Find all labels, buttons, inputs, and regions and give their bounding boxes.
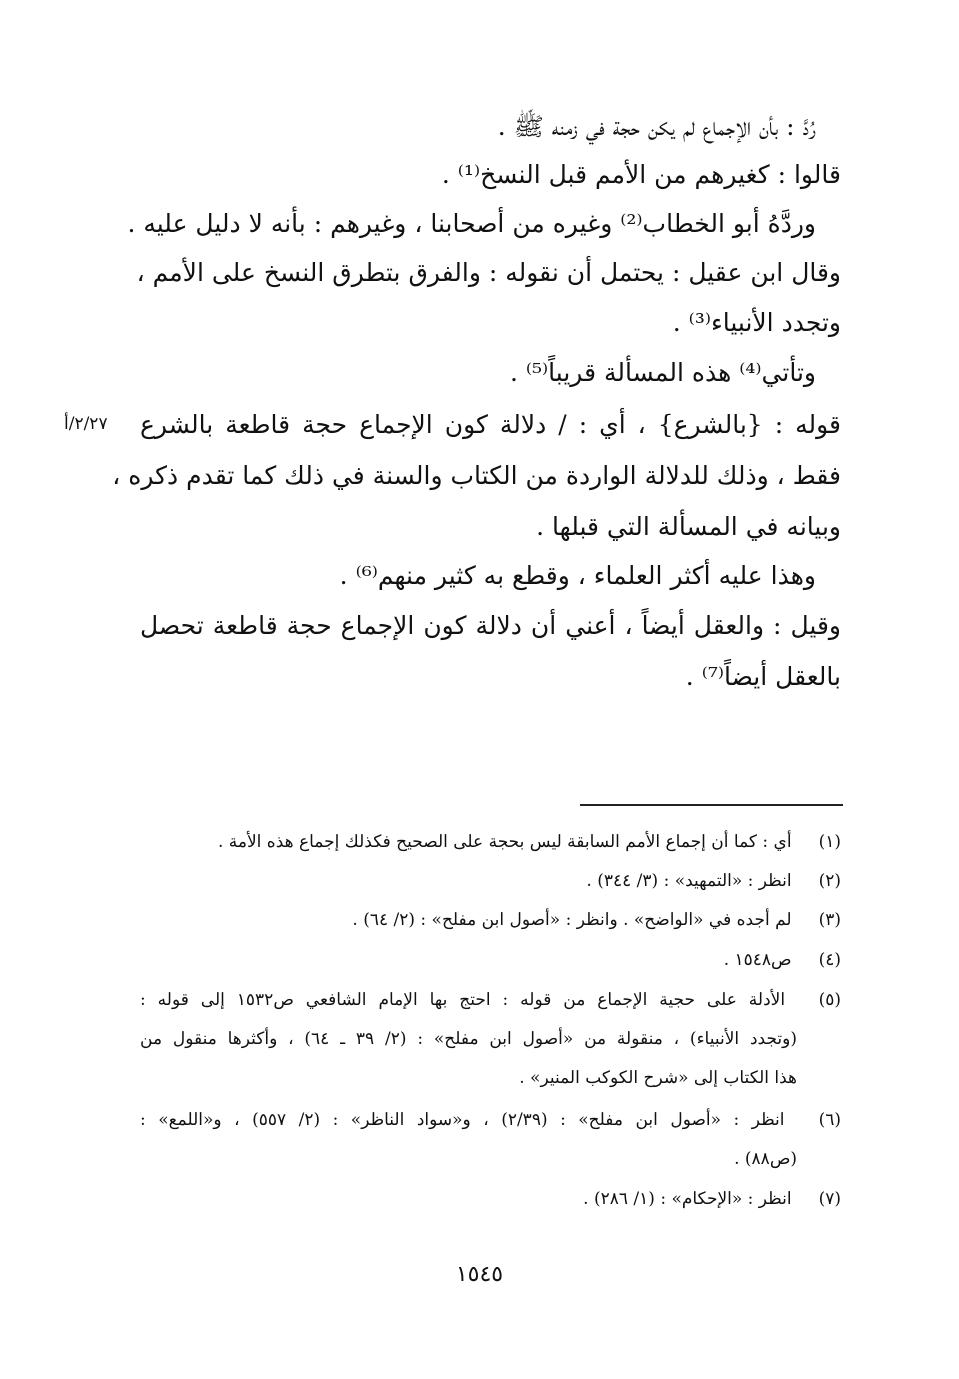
footnote-3 — [352, 908, 841, 932]
footnote-4 — [724, 948, 841, 972]
body-line: وتأتي⁽⁴⁾ هذه المسألة قريباً⁽⁵⁾ . — [509, 358, 816, 387]
footnote-text: انظر : «أصول ابن مفلح» : (٢/٣٩) ، و«سواد الناظر» : (٢/ ٥٥٧) ، و«اللمع» : — [140, 1110, 785, 1130]
footnote-text: انظر : «الإحكام» : (١/ ٢٨٦) . — [583, 1189, 792, 1209]
footnote-separator — [580, 804, 843, 806]
footnote-number: (٤) — [818, 950, 841, 970]
footnote-6-cont: (ص٨٨) . — [734, 1149, 797, 1169]
body-line: وهذا عليه أكثر العلماء ، وقطع به كثير منهم⁽⁶⁾ . — [339, 561, 816, 590]
body-line: قوله : {بالشرع} ، أي : / دلالة كون الإجماع حجة قاطعة بالشرع — [140, 410, 841, 439]
footnote-text: انظر : «التمهيد» : (٣/ ٣٤٤) . — [586, 871, 792, 891]
margin-folio-note: ٢/٢٧/أ — [64, 414, 108, 434]
footnote-number: (١) — [818, 832, 841, 852]
body-line: قالوا : كغيرهم من الأمم قبل النسخ⁽¹⁾ . — [441, 160, 841, 189]
footnote-text: لم أجده في «الواضح» . وانظر : «أصول ابن مفلح» : (٢/ ٦٤) . — [352, 910, 792, 930]
footnote-1 — [218, 830, 841, 854]
footnote-number: (٣) — [818, 910, 841, 930]
body-line: وردَّهُ أبو الخطاب⁽²⁾ وغيره من أصحابنا ، وغيرهم : بأنه لا دليل عليه . — [127, 209, 816, 238]
footnote-text: ص١٥٤٨ . — [723, 950, 792, 970]
footnote-text: أي : كما أن إجماع الأمم السابقة ليس بحجة على الصحيح فكذلك إجماع هذه الأمة . — [217, 832, 792, 852]
footnote-number: (٧) — [818, 1189, 841, 1209]
body-line: بالعقل أيضاً⁽⁷⁾ . — [685, 662, 841, 691]
body-line: وقال ابن عقيل : يحتمل أن نقوله : والفرق بتطرق النسخ على الأمم ، — [136, 258, 841, 287]
body-line: فقط ، وذلك للدلالة الواردة من الكتاب والسنة في ذلك كما تقدم ذكره ، — [112, 461, 841, 490]
footnote-number: (٥) — [818, 990, 842, 1010]
body-line: وبيانه في المسألة التي قبلها . — [536, 512, 841, 541]
footnote-7 — [583, 1187, 841, 1211]
footnote-number: (٦) — [818, 1110, 841, 1130]
body-line: وتجدد الأنبياء⁽³⁾ . — [672, 308, 841, 337]
body-line: وقيل : والعقل أيضاً ، أعني أن دلالة كون الإجماع حجة قاطعة تحصل — [140, 611, 841, 640]
footnote-6 — [140, 1108, 841, 1132]
footnote-number: (٢) — [818, 871, 841, 891]
footnote-5-cont: هذا الكتاب إلى «شرح الكوكب المنير» . — [519, 1068, 797, 1088]
footnote-5 — [140, 988, 841, 1012]
footnote-text: الأدلة على حجية الإجماع من قوله : احتج بها الإمام الشافعي ص١٥٣٢ إلى قوله : — [140, 990, 786, 1010]
footnote-2 — [586, 869, 841, 893]
page-number: ١٥٤٥ — [455, 1262, 504, 1287]
body-line: رُدَّ : بأن الإجماع لم يكن حجة في زمنه ﷺ . — [497, 112, 816, 141]
footnote-5-cont: (وتجدد الأنبياء) ، منقولة من «أصول ابن مفلح» : (٢/ ٣٩ ـ ٦٤) ، وأكثرها منقول من — [140, 1029, 797, 1049]
